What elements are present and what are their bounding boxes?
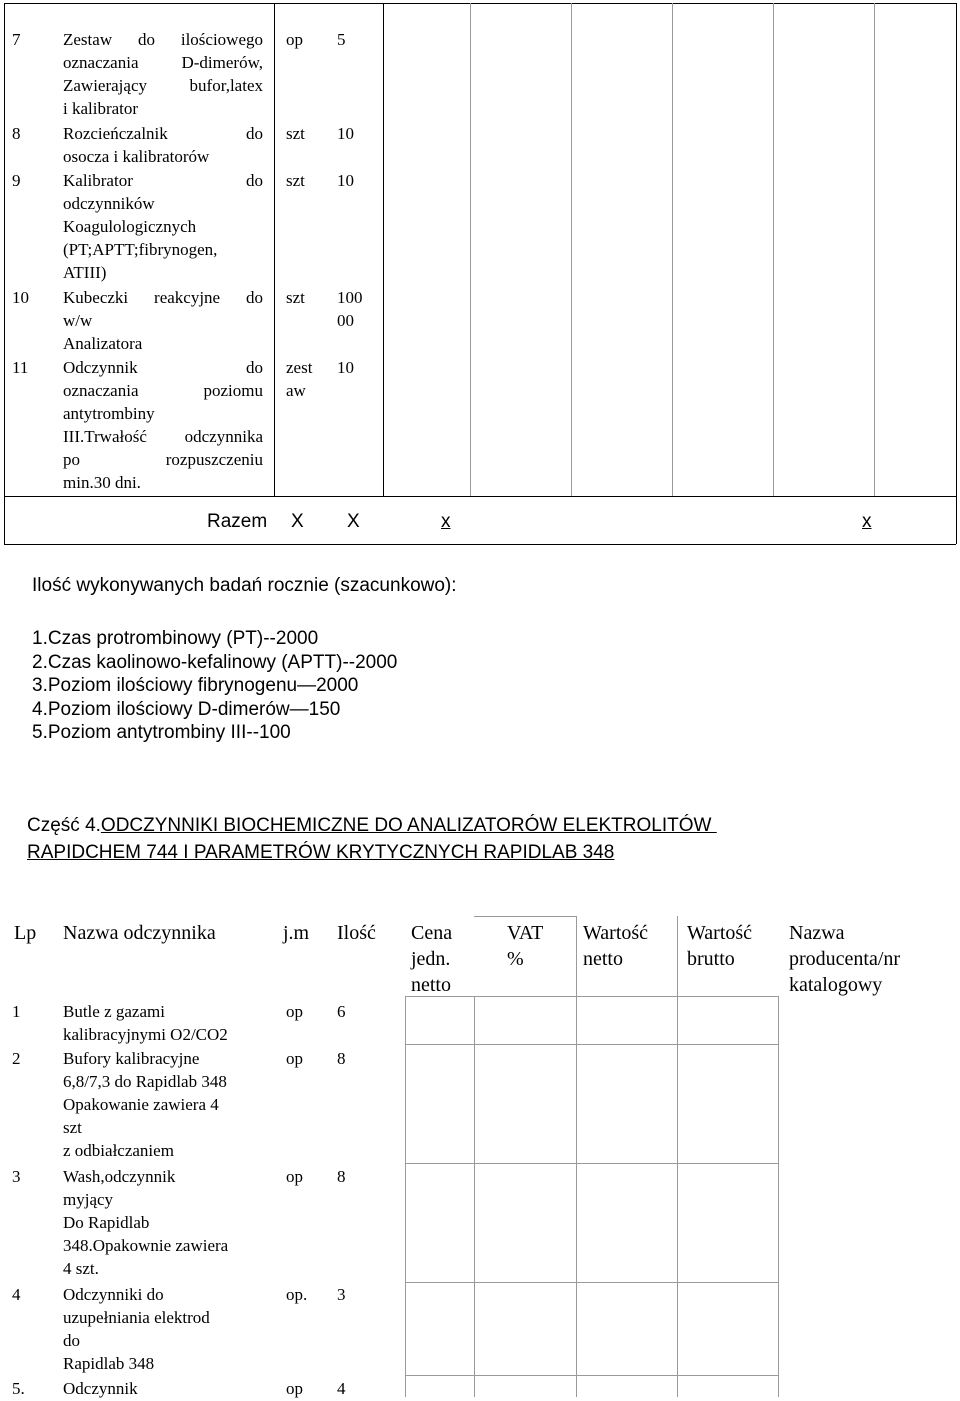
header-line: Nazwa: [789, 922, 845, 944]
header-price: [411, 920, 452, 998]
qty-cell: 5: [337, 30, 346, 49]
total-x-4: x: [862, 511, 872, 532]
name-line: Butle z gazami: [63, 1002, 165, 1021]
name-line: Bufory kalibracyjne: [63, 1049, 200, 1068]
section-title-line-1: ODCZYNNIKI BIOCHEMICZNE DO ANALIZATORÓW ELEKTROLITÓW: [100, 815, 717, 836]
name-line: Kalibrator do: [63, 171, 263, 190]
name-line: oznaczania poziomu: [63, 381, 263, 400]
name-line: Rozcieńczalnik do: [63, 124, 263, 143]
qty-cell: [337, 286, 363, 332]
header-name: Nazwa odczynnika: [63, 922, 216, 944]
name-line: Rapidlab 348: [63, 1354, 155, 1373]
name-line: min.30 dni.: [63, 473, 141, 492]
name-line: w/w: [63, 311, 93, 330]
jm-cell: op: [286, 1002, 303, 1021]
header-gross-value: [687, 920, 752, 972]
name-line: uzupełniania elektrod: [63, 1308, 210, 1327]
name-line: Odczynnik: [63, 1379, 138, 1398]
list-item: 2.Czas kaolinowo-kefalinowy (APTT)--2000: [32, 651, 398, 673]
header-line: netto: [411, 974, 451, 996]
qty-cell: 6: [337, 1002, 346, 1021]
name-line: do: [63, 1331, 80, 1350]
jm-cell: szt: [286, 171, 305, 190]
name-line: oznaczania D-dimerów,: [63, 53, 263, 72]
name-line: szt: [63, 1118, 82, 1137]
name-cell: [63, 1377, 138, 1400]
name-cell: [63, 1283, 210, 1375]
header-line: VAT: [507, 922, 544, 944]
jm-cell: szt: [286, 288, 305, 307]
estimates-list: [32, 627, 397, 745]
lp-cell: 5.: [12, 1379, 25, 1398]
list-item: 1.Czas protrombinowy (PT)--2000: [32, 628, 319, 649]
total-x-1: X: [291, 511, 304, 532]
jm-cell: szt: [286, 124, 305, 143]
section-heading: [27, 812, 937, 866]
header-lp: Lp: [14, 922, 37, 944]
name-line: Zestaw do ilościowego: [63, 30, 263, 49]
header-producer: [789, 920, 900, 998]
jm-cell: op: [286, 1049, 303, 1068]
name-line: 348.Opakownie zawiera: [63, 1236, 229, 1255]
jm-cell: op: [286, 30, 303, 49]
name-line: III.Trwałość odczynnika: [63, 427, 263, 446]
qty-cell: 10: [337, 358, 354, 377]
lp-cell: 7: [12, 30, 21, 49]
section-prefix: Część 4.: [27, 815, 101, 836]
qty-cell: 10: [337, 124, 354, 143]
lp-cell: 1: [12, 1002, 21, 1021]
name-cell: [63, 1047, 227, 1162]
estimates-heading: Ilość wykonywanych badań rocznie (szacunkowo):: [32, 575, 457, 596]
lp-cell: 4: [12, 1285, 21, 1304]
header-line: brutto: [687, 948, 735, 970]
qty-cell: 4: [337, 1379, 346, 1398]
jm-cell: [286, 356, 312, 402]
total-x-2: X: [347, 511, 360, 532]
name-line: odczynników: [63, 194, 155, 213]
list-item: 4.Poziom ilościowy D-dimerów—150: [32, 698, 341, 720]
name-line: 4 szt.: [63, 1259, 99, 1278]
name-line: antytrombiny: [63, 404, 155, 423]
name-line: Wash,odczynnik: [63, 1167, 176, 1186]
name-cell: [63, 28, 263, 120]
header-line: producenta/nr: [789, 948, 901, 970]
name-line: z odbiałczaniem: [63, 1141, 174, 1160]
name-line: 6,8/7,3 do Rapidlab 348: [63, 1072, 227, 1091]
jm-line: zest: [286, 358, 313, 377]
qty-cell: 10: [337, 171, 354, 190]
lp-cell: 10: [12, 288, 29, 307]
name-line: Odczynniki do: [63, 1285, 164, 1304]
name-line: Odczynnik do: [63, 358, 263, 377]
header-line: Wartość: [583, 922, 649, 944]
total-label: Razem: [207, 511, 268, 532]
header-line: %: [507, 948, 524, 970]
lp-cell: 9: [12, 171, 21, 190]
name-line: Opakowanie zawiera 4: [63, 1095, 219, 1114]
header-line: jedn.: [411, 948, 451, 970]
header-net-value: [583, 920, 648, 972]
name-line: i kalibrator: [63, 99, 139, 118]
list-item: 5.Poziom antytrombiny III--100: [32, 722, 291, 743]
name-line: Kubeczki reakcyjne do: [63, 288, 263, 307]
qty-line: 100: [337, 288, 363, 307]
name-line: kalibracyjnymi O2/CO2: [63, 1025, 228, 1044]
name-line: Do Rapidlab: [63, 1213, 150, 1232]
qty-line: 00: [337, 311, 354, 330]
name-line: Zawierający bufor,latex: [63, 76, 263, 95]
total-x-3: x: [441, 511, 451, 532]
name-line: osocza i kalibratorów: [63, 147, 210, 166]
qty-cell: 8: [337, 1049, 346, 1068]
name-line: myjący: [63, 1190, 114, 1209]
name-cell: [63, 1165, 228, 1280]
name-line: Analizatora: [63, 334, 143, 353]
name-cell: [63, 122, 263, 168]
jm-line: aw: [286, 381, 306, 400]
header-jm: j.m: [283, 922, 310, 944]
name-line: ATIII): [63, 263, 107, 282]
name-cell: [63, 356, 263, 494]
qty-cell: 3: [337, 1285, 346, 1304]
name-cell: [63, 169, 263, 284]
lp-cell: 3: [12, 1167, 21, 1186]
lp-cell: 2: [12, 1049, 21, 1068]
header-line: netto: [583, 948, 623, 970]
list-item: 3.Poziom ilościowy fibrynogenu—2000: [32, 675, 359, 696]
header-line: katalogowy: [789, 974, 883, 996]
header-vat: [507, 920, 543, 972]
lp-cell: 11: [12, 358, 29, 377]
header-qty: Ilość: [337, 922, 376, 944]
jm-cell: op: [286, 1167, 303, 1186]
header-line: Wartość: [687, 922, 753, 944]
lp-cell: 8: [12, 124, 21, 143]
name-line: po rozpuszczeniu: [63, 450, 263, 469]
name-line: Koagulologicznych: [63, 217, 197, 236]
jm-cell: op.: [286, 1285, 308, 1304]
name-line: (PT;APTT;fibrynogen,: [63, 240, 218, 259]
jm-cell: op: [286, 1379, 303, 1398]
section-title-line-2: RAPIDCHEM 744 I PARAMETRÓW KRYTYCZNYCH RAPIDLAB 348: [27, 842, 615, 863]
name-cell: [63, 1000, 228, 1046]
name-cell: [63, 286, 263, 355]
header-line: Cena: [411, 922, 453, 944]
qty-cell: 8: [337, 1167, 346, 1186]
